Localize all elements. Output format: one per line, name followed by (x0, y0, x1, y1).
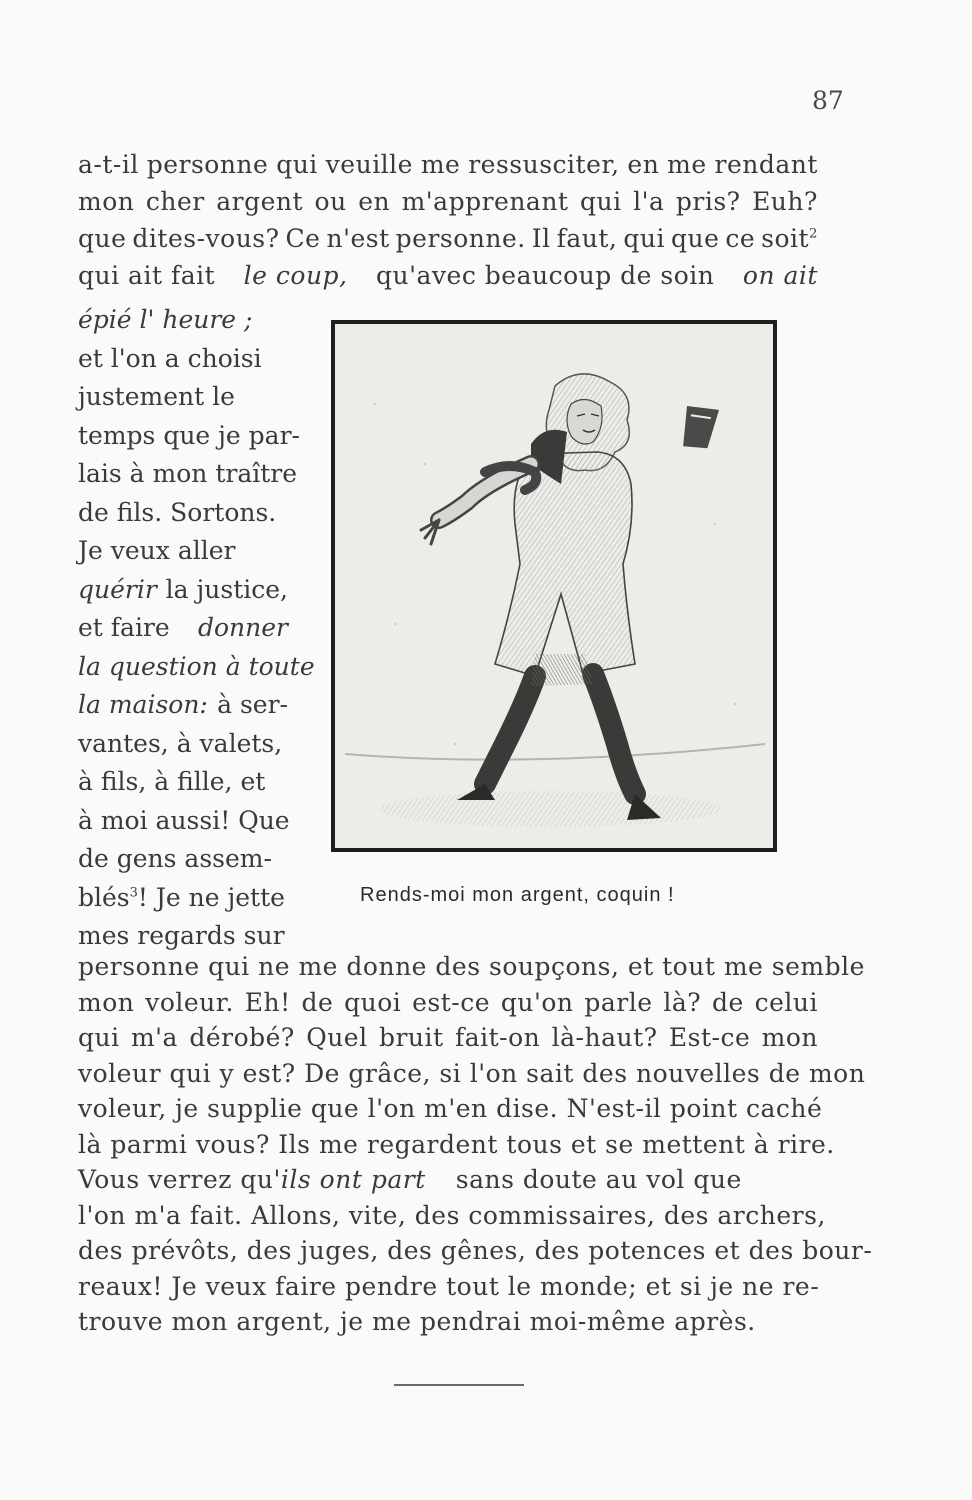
illustration-engraving (335, 324, 773, 848)
text-span: temps que je par- (78, 420, 300, 450)
word: a-t-il (78, 150, 139, 179)
text-span: et l'on a choisi (78, 343, 262, 373)
word: soit$^2$ (761, 224, 818, 253)
italic-span: on ait (742, 261, 818, 290)
word: l'a (633, 187, 665, 216)
side-text-line (78, 382, 288, 412)
text-span: qu'avec beaucoup de soin (376, 261, 715, 290)
word: en (358, 187, 391, 216)
word: qui (276, 150, 318, 179)
word: Il (531, 224, 551, 253)
text-line: là parmi vous? Ils me regardent tous et se mettent à rire. (78, 1129, 835, 1159)
text-span: Vous verrez qu' (78, 1165, 281, 1194)
word: en (627, 150, 660, 179)
word: Ce (285, 224, 321, 253)
side-text-line (78, 305, 288, 335)
illustration-frame (331, 320, 777, 852)
word: que (670, 224, 720, 253)
italic-span: le coup, (243, 261, 348, 290)
side-text-line (78, 498, 288, 528)
text-span: mes regards sur (78, 921, 285, 950)
italic-span: quérir (78, 574, 157, 604)
italic-span: la question à toute (78, 651, 315, 681)
figure-caption: Rends-moi mon argent, coquin ! (360, 884, 675, 906)
text-line (78, 1165, 818, 1195)
text-line (78, 187, 818, 217)
italic-span: donner (197, 613, 288, 642)
word: faut, (556, 224, 618, 253)
italic-span: ils ont part (280, 1165, 426, 1194)
word: dites-vous? (132, 224, 280, 253)
text-span: à moi aussi! Que (78, 805, 290, 835)
text-span: lais à mon traître (78, 459, 298, 488)
word: me (667, 150, 707, 179)
word: m'apprenant (401, 187, 569, 216)
side-text-line (78, 806, 288, 836)
text-span: et faire (78, 613, 170, 642)
word: mon (78, 187, 135, 216)
side-text-line (78, 651, 315, 682)
word: Euh? (752, 187, 818, 216)
italic-span: la maison: (78, 690, 208, 719)
text-line: personne qui ne me donne des soupçons, et tout me semble (78, 952, 865, 981)
word: qui (579, 187, 622, 216)
text-line: des prévôts, des juges, des gênes, des potences et des bour- (78, 1236, 873, 1265)
side-text-line (78, 575, 288, 605)
word: veuille (325, 150, 413, 179)
text-span: de fils. Sortons. (78, 497, 277, 527)
word: personne. (395, 224, 526, 253)
text-span: justement le (78, 382, 235, 411)
text-line: trouve mon argent, je me pendrai moi-même après. (78, 1307, 756, 1336)
side-text-line (78, 767, 288, 797)
word: que (78, 224, 127, 253)
text-line: l'on m'a fait. Allons, vite, des commissaires, des archers, (78, 1200, 826, 1230)
text-span: à fils, à fille, et (78, 767, 266, 796)
word: rendant (714, 150, 818, 179)
page-number: 87 (812, 86, 844, 115)
word: ressusciter, (468, 150, 620, 179)
side-text-line (78, 690, 288, 720)
text-line: reaux! Je veux faire pendre tout le monde; et si je ne re- (78, 1271, 820, 1301)
text-span: sans doute au vol que (455, 1165, 742, 1194)
text-line (78, 261, 818, 291)
text-span: de gens assem- (78, 844, 272, 873)
text-line (78, 150, 818, 180)
footnote-mark: 3 (129, 885, 138, 901)
text-span: vantes, à valets, (78, 728, 283, 758)
text-line: voleur, je supplie que l'on m'en dise. N'est-il point caché (78, 1094, 823, 1123)
footnote-mark: 2 (809, 226, 818, 242)
side-text-line (78, 844, 288, 874)
text-line: qui m'a dérobé? Quel bruit fait-on là-haut? Est-ce mon (78, 1023, 818, 1052)
side-text-line (78, 613, 288, 643)
side-text-line (78, 420, 300, 451)
section-rule (394, 1384, 524, 1386)
word: n'est (326, 224, 390, 253)
word: pris? (675, 187, 741, 216)
side-text-line (78, 344, 288, 374)
word: ou (314, 187, 347, 216)
word: argent (216, 187, 304, 216)
word: personne (146, 150, 269, 179)
text-span: la justice, (165, 574, 288, 604)
text-span: épié l' heure ; (78, 305, 253, 334)
side-text-line (78, 729, 288, 759)
text-span: ! Je ne jette (137, 882, 285, 912)
text-span: Je veux aller (78, 536, 236, 565)
word: me (420, 150, 461, 179)
text-span: blés$^3$! Je ne jette (78, 882, 285, 912)
text-line (78, 224, 818, 254)
word: cher (145, 187, 205, 216)
word: ce (725, 224, 756, 253)
side-text-line (78, 459, 298, 489)
side-text-line (78, 536, 288, 566)
text-span: à ser- (217, 690, 288, 719)
word: qui (623, 224, 665, 253)
side-text-line (78, 921, 288, 951)
side-text-line (78, 883, 288, 913)
text-span: qui ait fait (78, 261, 216, 290)
text-line: voleur qui y est? De grâce, si l'on sait des nouvelles de mon (78, 1058, 866, 1088)
text-line: mon voleur. Eh! de quoi est-ce qu'on parle là? de celui (78, 987, 818, 1017)
